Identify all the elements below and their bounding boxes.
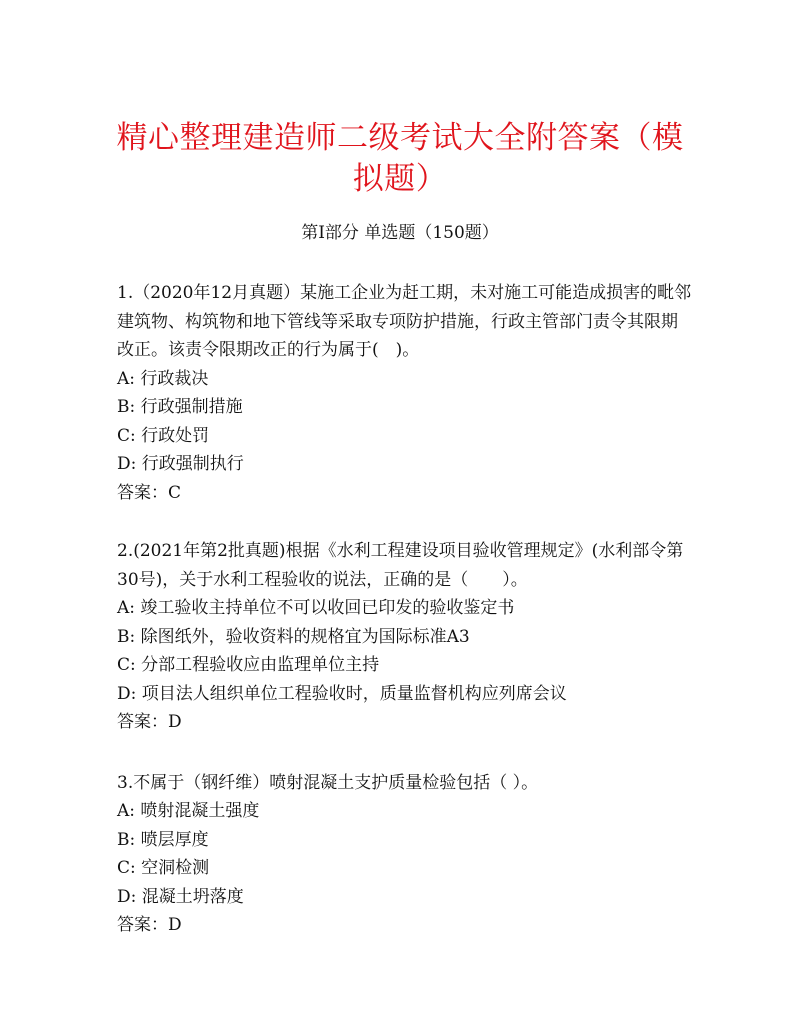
option-c: C: 行政处罚	[117, 425, 210, 446]
option-a: A: 喷射混凝土强度	[117, 801, 260, 821]
question-stem: 2.(2021年第2批真题)根据《水利工程建设项目验收管理规定》(水利部令第30号)，关于水利工程验收的说法，正确的是（ ）。	[117, 541, 684, 590]
question-3	[117, 769, 692, 940]
option-c: C: 空洞检测	[117, 858, 210, 878]
answer-line: 答案：D	[117, 915, 182, 935]
question-1	[117, 279, 692, 507]
question-stem: 3.不属于（钢纤维）喷射混凝土支护质量检验包括（ ）。	[117, 772, 539, 793]
question-2	[117, 537, 692, 737]
option-b: B: 行政强制措施	[117, 397, 243, 417]
option-d: D: 混凝土坍落度	[117, 886, 244, 907]
section-heading: 第Ⅰ部分 单选题（150题）	[301, 223, 499, 243]
question-stem: 1.（2020年12月真题）某施工企业为赶工期，未对施工可能造成损害的毗邻建筑物、构筑物和地下管线等采取专项防护措施，行政主管部门责令其限期改正。该责令限期改正的行为属于( )。	[117, 283, 692, 360]
option-b: B: 除图纸外，验收资料的规格宜为国际标准A3	[117, 626, 470, 647]
answer-line: 答案：C	[117, 482, 182, 503]
option-b: B: 喷层厚度	[117, 829, 209, 850]
option-d: D: 项目法人组织单位工程验收时，质量监督机构应列席会议	[117, 683, 567, 704]
option-a: A: 竣工验收主持单位不可以收回已印发的验收鉴定书	[117, 598, 515, 618]
option-c: C: 分部工程验收应由监理单位主持	[117, 655, 380, 675]
option-d: D: 行政强制执行	[117, 454, 244, 474]
document-title: 精心整理建造师二级考试大全附答案（模拟题）	[116, 120, 684, 197]
question-list	[117, 279, 692, 970]
option-a: A: 行政裁决	[117, 368, 209, 389]
answer-line: 答案：D	[117, 712, 182, 732]
